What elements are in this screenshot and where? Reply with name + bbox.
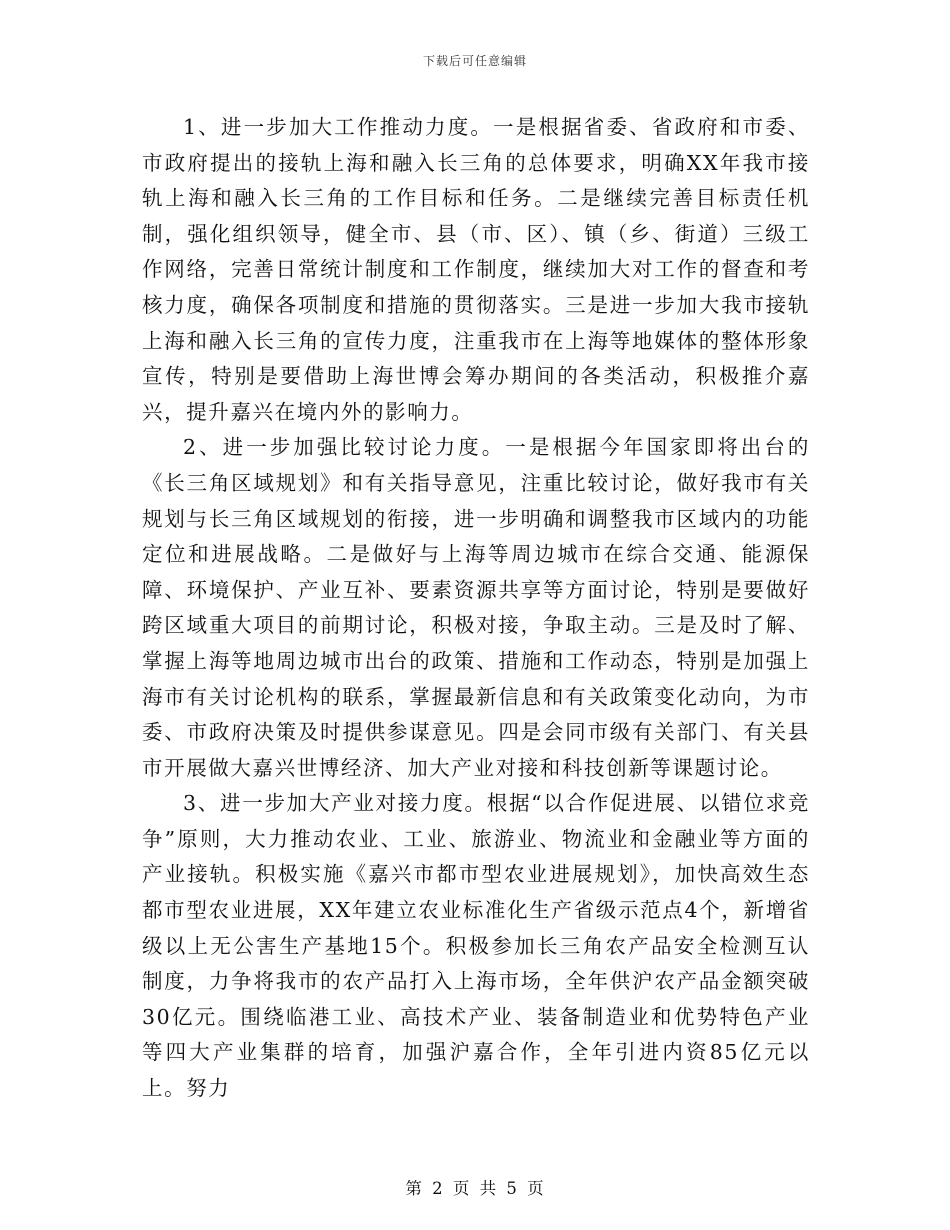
document-body [142, 110, 810, 1107]
page-header: 下载后可任意编辑 [422, 54, 527, 68]
paragraph-2: 2、进一步加强比较讨论力度。一是根据今年国家即将出台的《长三角区域规划》和有关指导意见，注重比较讨论，做好我市有关规划与长三角区域规划的衔接，进一步明确和调整我市区域内的功能定位和进展战略。二是做好与上海等周边城市在综合交通、能源保障、环境保护、产业互补、要素资源共享等方面讨论，特别是要做好跨区域重大项目的前期讨论，积极对接，争取主动。三是及时了解、掌握上海等地周边城市出台的政策、措施和工作动态，特别是加强上海市有关讨论机构的联系，掌握最新信息和有关政策变化动向，为市委、市政府决策及时提供参谋意见。四是会同市级有关部门、有关县市开展做大嘉兴世博经济、加大产业对接和科技创新等课题讨论。 [142, 435, 810, 780]
paragraph-1: 1、进一步加大工作推动力度。一是根据省委、省政府和市委、市政府提出的接轨上海和融入长三角的总体要求，明确XX年我市接轨上海和融入长三角的工作目标和任务。二是继续完善目标责任机制，强化组织领导，健全市、县（市、区）、镇（乡、街道）三级工作网络，完善日常统计制度和工作制度，继续加大对工作的督查和考核力度，确保各项制度和措施的贯彻落实。三是进一步加大我市接轨上海和融入长三角的宣传力度，注重我市在上海等地媒体的整体形象宣传，特别是要借助上海世博会筹办期间的各类活动，积极推介嘉兴，提升嘉兴在境内外的影响力。 [142, 115, 810, 424]
paragraph-3: 3、进一步加大产业对接力度。根据“以合作促进展、以错位求竞争”原则，大力推动农业、工业、旅游业、物流业和金融业等方面的产业接轨。积极实施《嘉兴市都市型农业进展规划》，加快高效生态都市型农业进展，XX年建立农业标准化生产省级示范点4个，新增省级以上无公害生产基地15个。积极参加长三角农产品安全检测互认制度，力争将我市的农产品打入上海市场，全年供沪农产品金额突破30亿元。围绕临港工业、高技术产业、装备制造业和优势特色产业等四大产业集群的培育，加强沪嘉合作，全年引进内资85亿元以上。努力 [142, 791, 810, 1101]
page-footer: 第 2 页 共 5 页 [405, 1179, 545, 1198]
